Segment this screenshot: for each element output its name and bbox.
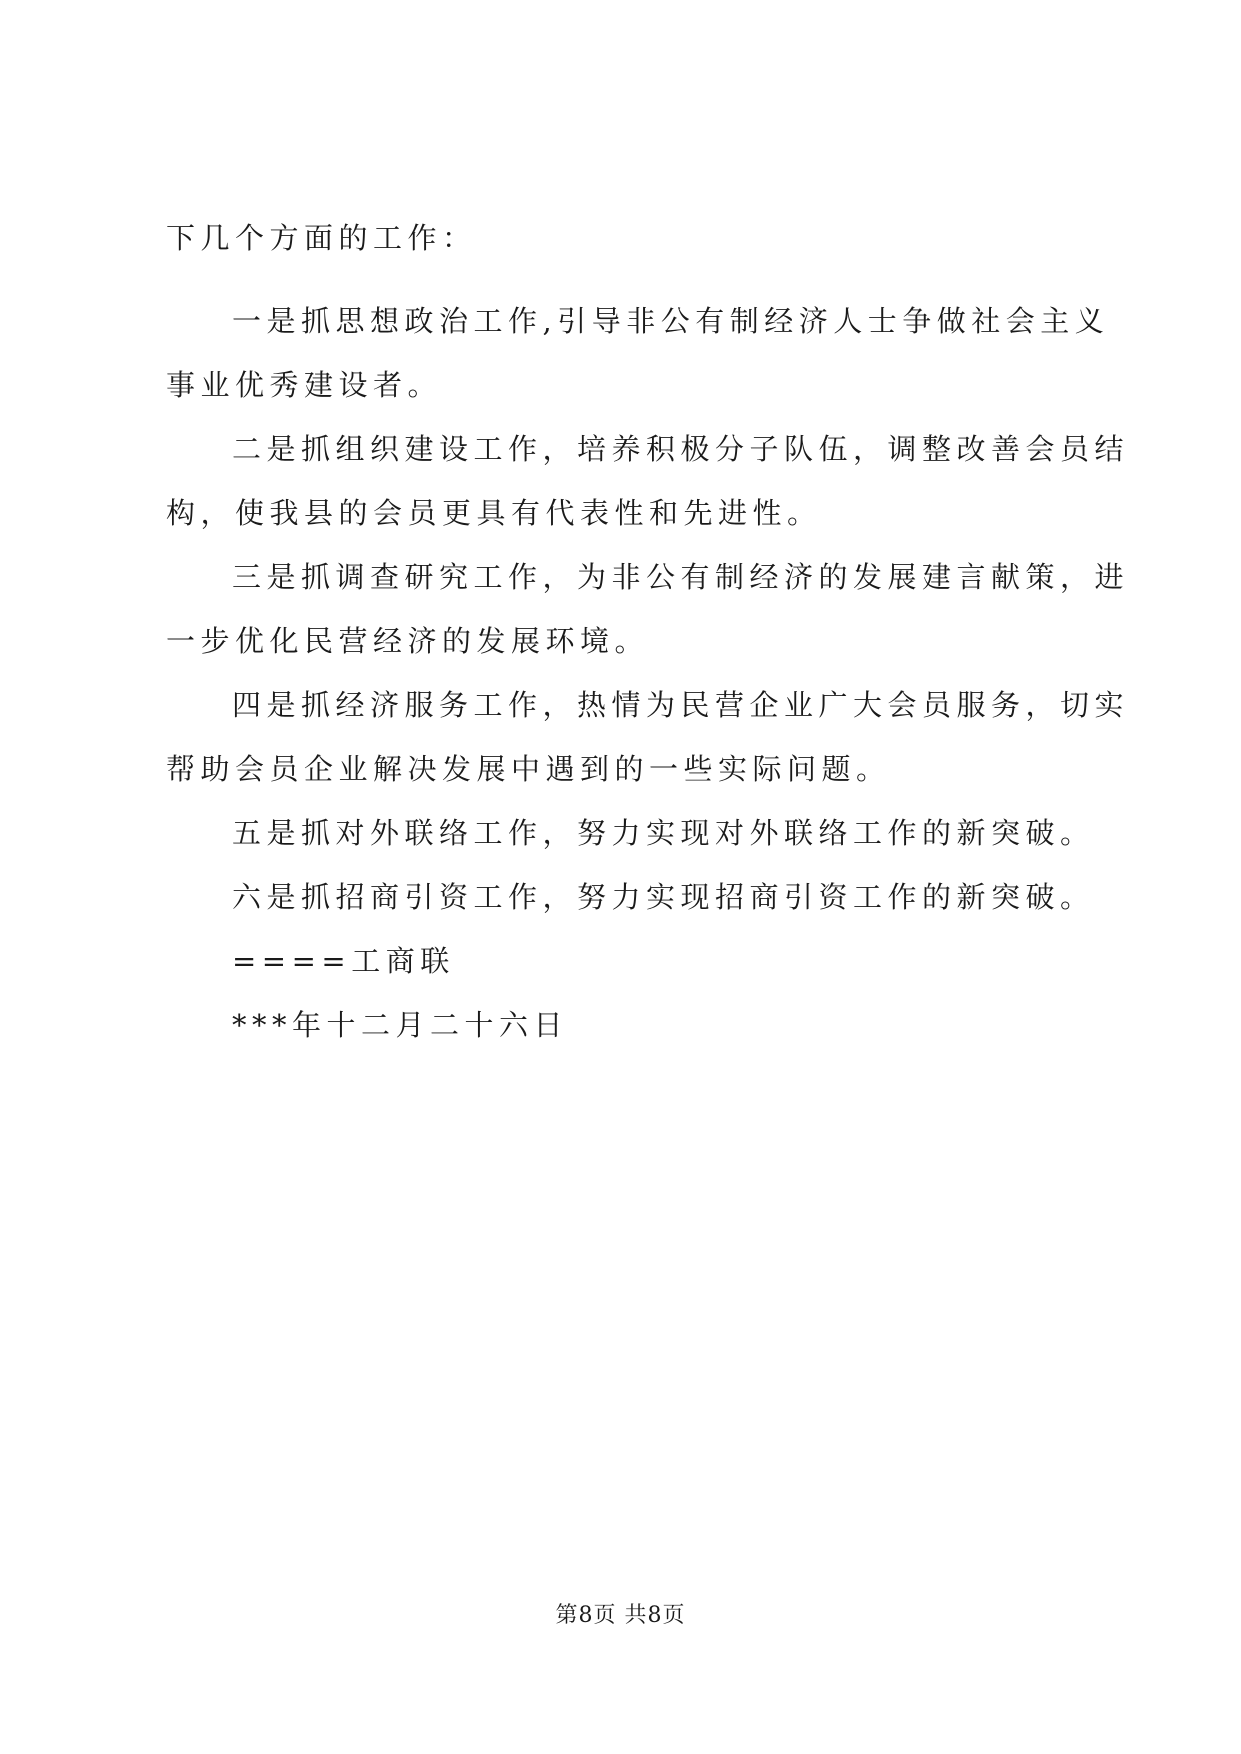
text-line: 帮助会员企业解决发展中遇到的一些实际问题。	[166, 752, 891, 786]
paragraph-4-start: 四是抓经济服务工作，热情为民营企业广大会员服务，切实	[232, 688, 1130, 722]
paragraph-6: 六是抓招商引资工作，努力实现招商引资工作的新突破。	[232, 880, 1095, 914]
signature-date: ***年十二月二十六日	[232, 1008, 569, 1042]
paragraph-3-start: 三是抓调查研究工作，为非公有制经济的发展建言献策，进	[232, 560, 1130, 594]
signature-organization: ====工商联	[232, 944, 455, 978]
text-line: 一步优化民营经济的发展环境。	[166, 624, 650, 658]
text-line: 下几个方面的工作：	[166, 221, 477, 255]
paragraph-2-start: 二是抓组织建设工作，培养积极分子队伍，调整改善会员结	[232, 432, 1130, 466]
page-number-footer: 第8页 共8页	[555, 1603, 686, 1628]
paragraph-5: 五是抓对外联络工作，努力实现对外联络工作的新突破。	[232, 816, 1095, 850]
paragraph-1-start: 一是抓思想政治工作,引导非公有制经济人士争做社会主义	[232, 304, 1110, 338]
text-line: 事业优秀建设者。	[166, 368, 443, 402]
text-line: 构，使我县的会员更具有代表性和先进性。	[166, 496, 822, 530]
